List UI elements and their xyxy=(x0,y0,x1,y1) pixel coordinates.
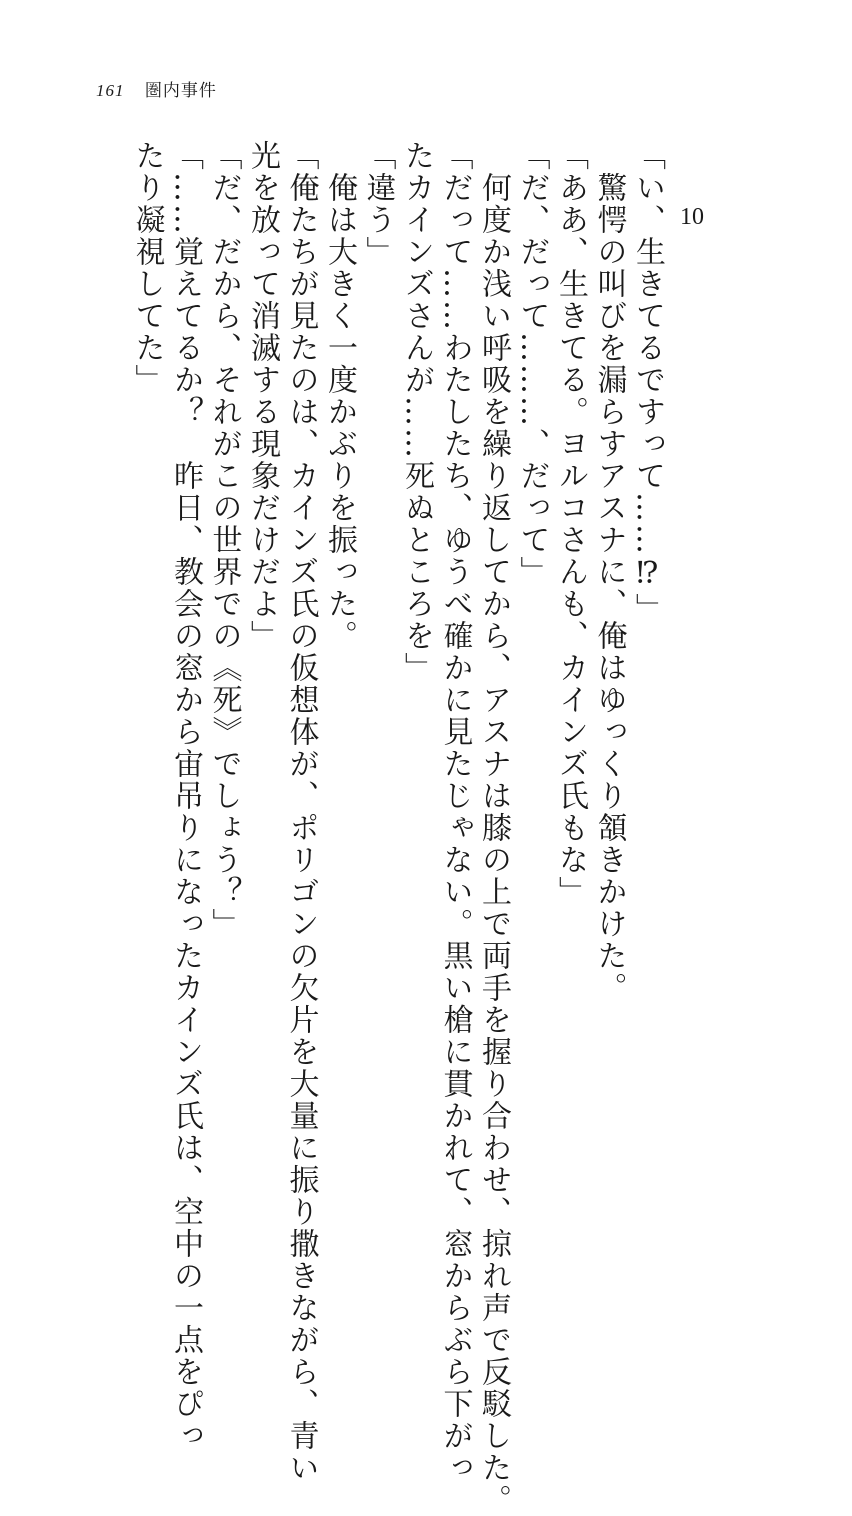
running-header xyxy=(96,76,217,101)
text-line: たカインズさんが……死ぬところを」 xyxy=(399,140,434,684)
text-line: たり凝視してた」 xyxy=(129,140,165,396)
text-line: 「だ、だから、それがこの世界での《死》でしょう？」 xyxy=(206,140,242,940)
text-line: 「い、生きてるですって……⁉」 xyxy=(630,140,665,625)
vertical-text-body xyxy=(106,140,666,1516)
chapter-number: 10 xyxy=(680,204,704,230)
running-title: 圏内事件 xyxy=(144,81,217,101)
text-line: 「ああ、生きてる。ヨルコさんも、カインズ氏もな」 xyxy=(553,140,588,908)
text-line: 光を放って消滅する現象だけだよ」 xyxy=(245,140,280,652)
text-line: 「だって……わたしたち、ゆうべ確かに見たじゃない。黒い槍に貫かれて、窓からぶら下がっ xyxy=(437,140,473,1484)
text-line: 何度か浅い呼吸を繰り返してから、アスナは膝の上で両手を握り合わせ、掠れ声で反駁した。 xyxy=(476,140,511,1516)
text-line: 驚愕の叫びを漏らすアスナに、俺はゆっくり頷きかけた。 xyxy=(591,140,627,1004)
page-number: 161 xyxy=(96,81,125,100)
text-line: 「だ、だって………、だって」 xyxy=(514,140,550,588)
text-line: 「違う」 xyxy=(360,140,396,268)
text-line: 「俺たちが見たのは、カインズ氏の仮想体が、ポリゴンの欠片を大量に振り撒きながら、青い xyxy=(283,140,319,1484)
text-line: 俺は大きく一度かぶりを振った。 xyxy=(322,140,357,652)
text-line: 「……覚えてるか？ 昨日、教会の窓から宙吊りになったカインズ氏は、空中の一点をぴっ xyxy=(168,140,203,1452)
